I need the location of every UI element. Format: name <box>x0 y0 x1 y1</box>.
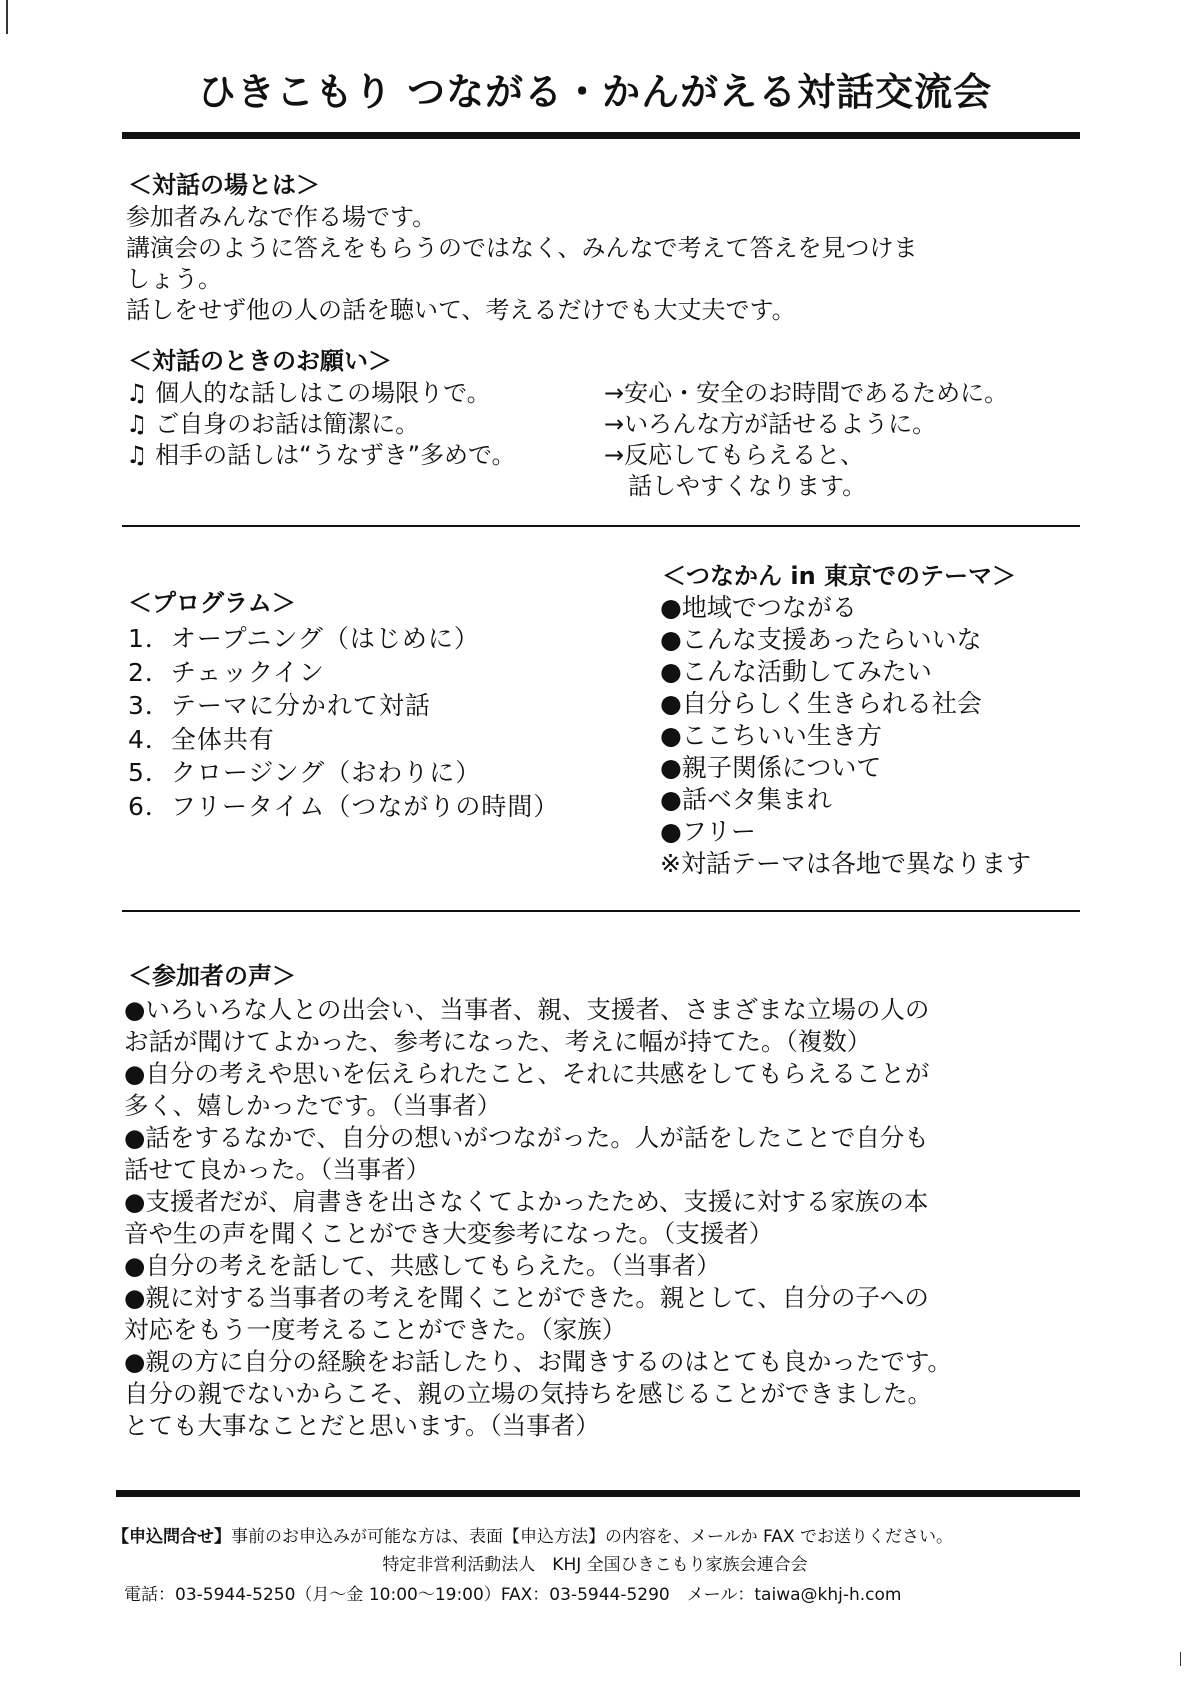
request-reason: 話しやすくなります。 <box>604 472 867 500</box>
about-body <box>126 202 918 326</box>
program-heading: ＜プログラム＞ <box>128 589 296 617</box>
footer-contact: 電話：03-5944-5250（月～金 10:00～19:00）FAX：03-5944-5290 メール：taiwa@khj-h.com <box>124 1585 902 1605</box>
themes-note: ※対話テーマは各地で異なります <box>660 849 1031 878</box>
voice-line: ●親の方に自分の経験をお話したり、お聞きするのはとても良かったです。 <box>124 1347 952 1376</box>
request-item <box>126 471 516 502</box>
about-line: しょう。 <box>126 265 222 293</box>
voice-line: ●支援者だが、肩書きを出さなくてよかったため、支援に対する家族の本 <box>124 1187 929 1216</box>
footer-text: 事前のお申込みが可能な方は、表面【申込方法】の内容を、メールか FAX でお送りください。 <box>231 1527 953 1547</box>
footer-rule <box>116 1490 1080 1497</box>
voice-line: 多く、嬉しかったです。（当事者） <box>124 1091 502 1120</box>
program-item: 6．フリータイム（つながりの時間） <box>128 791 560 821</box>
theme-item: ●ここちいい生き方 <box>660 721 882 750</box>
request-reason: →いろんな方が話せるように。 <box>604 410 937 438</box>
about-line: 講演会のように答えをもらうのではなく、みんなで考えて答えを見つけま <box>126 234 918 262</box>
program-item: 3．テーマに分かれて対話 <box>128 691 431 720</box>
theme-item: ●自分らしく生きられる社会 <box>660 689 982 718</box>
request-item: ♫ 相手の話しは“うなずき”多めで。 <box>126 441 516 469</box>
request-reason: →反応してもらえると、 <box>604 441 865 469</box>
about-line: 参加者みんなで作る場です。 <box>126 203 437 231</box>
page-title: ひきこもり つながる・かんがえる対話交流会 <box>197 70 993 114</box>
requests-right-column <box>604 378 1008 502</box>
footer-label: 【申込問合せ】 <box>112 1527 231 1547</box>
theme-item: ●フリー <box>660 817 756 846</box>
theme-item: ●親子関係について <box>660 753 882 782</box>
program-item: 2．チェックイン <box>128 657 325 687</box>
voices-heading: ＜参加者の声＞ <box>128 962 296 990</box>
voice-line: ●いろいろな人との出会い、当事者、親、支援者、さまざまな立場の人の <box>124 995 930 1024</box>
voice-line: ●自分の考えを話して、共感してもらえた。（当事者） <box>124 1251 721 1280</box>
request-item: ♫ 個人的な話しはこの場限りで。 <box>126 379 491 407</box>
themes-heading: ＜つなかん in 東京でのテーマ＞ <box>662 562 1017 590</box>
footer-inquiry <box>112 1524 953 1550</box>
theme-item: ●地域でつながる <box>660 593 857 622</box>
scan-mark-left <box>6 0 8 34</box>
theme-item: ●話ベタ集まれ <box>660 785 832 814</box>
voice-line: 音や生の声を聞くことができ大変参考になった。（支援者） <box>124 1219 774 1248</box>
about-line: 話しをせず他の人の話を聴いて、考えるだけでも大丈夫です。 <box>126 296 796 324</box>
requests-left-column <box>126 378 516 502</box>
voice-line: ●親に対する当事者の考えを聞くことができた。親として、自分の子への <box>124 1283 929 1312</box>
title-rule <box>122 132 1080 139</box>
theme-item: ●こんな支援あったらいいな <box>660 625 982 654</box>
request-reason: →安心・安全のお時間であるために。 <box>604 379 1009 407</box>
program-list <box>128 622 559 823</box>
requests-heading: ＜対話のときのお願い＞ <box>128 347 392 375</box>
program-item: 5．クロージング（おわりに） <box>128 758 482 787</box>
voice-line: 自分の親でないからこそ、親の立場の気持ちを感じることができました。 <box>124 1379 933 1408</box>
voice-line: ●自分の考えや思いを伝えられたこと、それに共感をしてもらえることが <box>124 1059 930 1088</box>
program-item: 4．全体共有 <box>128 724 275 754</box>
program-item: 1．オープニング（はじめに） <box>128 624 480 653</box>
voice-line: 話せて良かった。（当事者） <box>124 1155 431 1184</box>
themes-list <box>660 592 1031 880</box>
voices-list <box>124 994 952 1442</box>
divider-2 <box>122 910 1080 912</box>
divider-1 <box>122 525 1080 527</box>
about-heading: ＜対話の場とは＞ <box>128 171 320 199</box>
scan-mark-right <box>1180 1652 1181 1666</box>
footer-org: 特定非営利活動法人 KHJ 全国ひきこもり家族会連合会 <box>382 1555 808 1575</box>
theme-item: ●こんな活動してみたい <box>660 657 932 686</box>
voice-line: とても大事なことだと思います。（当事者） <box>124 1411 600 1440</box>
request-item: ♫ ご自身のお話は簡潔に。 <box>126 410 420 438</box>
voice-line: ●話をするなかで、自分の想いがつながった。人が話をしたことで自分も <box>124 1123 929 1152</box>
voice-line: お話が聞けてよかった、参考になった、考えに幅が持てた。（複数） <box>124 1027 872 1056</box>
voice-line: 対応をもう一度考えることができた。（家族） <box>124 1315 627 1344</box>
